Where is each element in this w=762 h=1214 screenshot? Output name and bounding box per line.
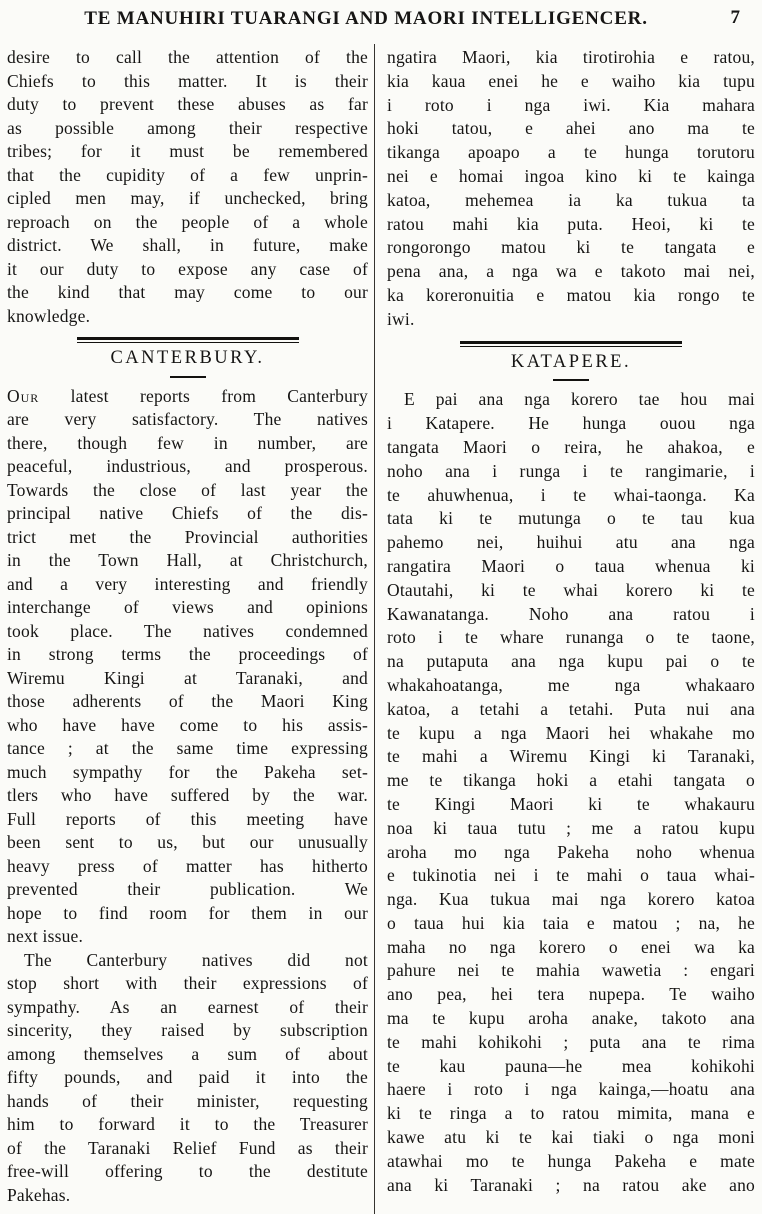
page-number: 7 (730, 7, 740, 28)
text-line: na putaputa ana nga kupu pai o te (387, 651, 755, 672)
text-line: nei e homai ingoa kino ki te kainga (387, 165, 755, 186)
text-line: fifty pounds, and paid it into the (7, 1067, 368, 1087)
text-line: of the Taranaki Relief Fund as their (7, 1137, 368, 1158)
text-line: tribes; for it must be remembered (7, 141, 368, 161)
text-line: tata ki te mutunga o te tau kua (387, 508, 755, 529)
text-line: peaceful, industrious, and prosperous. (7, 456, 368, 476)
section-heading: CANTERBURY. (110, 348, 265, 368)
text-line: e tukinotia nei i te mahi o taua whai- (387, 865, 755, 886)
text-line: Kawanatanga. Noho ana ratou i (387, 603, 755, 624)
text-line: next issue. (7, 926, 84, 946)
text-line: the kind that may come to our (7, 282, 368, 302)
text-line: took place. The natives condemned (7, 620, 368, 641)
text-line: Our latest reports from Canterbury (7, 385, 368, 406)
text-line: in the Town Hall, at Christchurch, (7, 550, 368, 570)
text-line: hoki tatou, e ahei ano ma te (387, 118, 755, 139)
text-line: maha no nga korero o enei wa ka (387, 936, 755, 957)
text-line: ka koreronuitia e matou kia rongo te (387, 284, 755, 305)
text-line: rongorongo matou ki te tangata e (387, 237, 755, 258)
text-line: E pai ana nga korero tae hou mai (404, 389, 755, 410)
text-line: te mahi a Wiremu Kingi ki Taranaki, (387, 746, 755, 767)
text-line: knowledge. (7, 305, 91, 326)
text-line: tangata Maori o reira, he ahakoa, e (387, 436, 755, 457)
short-rule (170, 376, 206, 378)
text-line: much sympathy for the Pakeha set- (7, 761, 368, 782)
text-line: ana ki Taranaki ; na ratou ake ano (387, 1174, 755, 1195)
text-line: heavy press of matter has hitherto (7, 855, 368, 876)
text-line: cipled men may, if unchecked, bring (7, 188, 368, 208)
text-line: rangatira Maori o taua whenua ki (387, 555, 755, 576)
text-line: pahemo nei, huihui atu ana nga (387, 532, 755, 553)
text-line: Full reports of this meeting have (7, 808, 368, 829)
text-line: Wiremu Kingi at Taranaki, and (7, 667, 368, 688)
text-line: nga. Kua tukua mai nga korero katoa (387, 889, 755, 910)
text-line: pena ana, a nga wa e takoto mai nei, (387, 261, 755, 282)
text-line: ngatira Maori, kia tirotirohia e ratou, (387, 47, 755, 67)
text-line: ano pea, hei tera nupepa. Te waiho (387, 984, 755, 1005)
text-line: him to forward it to the Treasurer (7, 1114, 368, 1134)
text-line: Chiefs to this matter. It is their (7, 70, 368, 91)
text-line: iwi. (387, 308, 415, 329)
text-line: as possible among their respective (7, 117, 368, 138)
paragraph (7, 385, 368, 949)
text-line: Pakehas. (7, 1184, 71, 1205)
text-line: tance ; at the same time expressing (7, 738, 368, 758)
text-line: been sent to us, but our unusually (7, 832, 368, 852)
text-line: who have have come to his assis- (7, 714, 368, 735)
paragraph (387, 46, 755, 332)
smallcaps-word: Our (7, 385, 40, 406)
text-line: are very satisfactory. The natives (7, 409, 368, 429)
text-line: that the cupidity of a few unprin- (7, 164, 368, 185)
text-line: tikanga apoapo a te hunga torutoru (387, 142, 755, 163)
text-line: principal native Chiefs of the dis- (7, 503, 368, 523)
text-line: te kupu a nga Maori hei whakahe mo (387, 722, 755, 743)
text-line: Otautahi, ki te whai korero ki te (387, 579, 755, 600)
text-line: noho ana i runga i te rangimarie, i (387, 460, 755, 481)
text-line: atawhai mo te hunga Pakeha e mate (387, 1150, 755, 1171)
double-rule (77, 337, 299, 343)
text-line: te Kingi Maori ki te whakauru (387, 793, 755, 814)
text-line: sympathy. As an earnest of their (7, 996, 368, 1017)
column-english (7, 46, 368, 1207)
paragraph (7, 949, 368, 1208)
text-line: katoa, a tetahi a tetahi. Puta nui ana (387, 698, 755, 719)
text-line: pahure nei te mahia wawetia : engari (387, 960, 755, 981)
paragraph (7, 46, 368, 328)
text-line: desire to call the attention of the (7, 47, 368, 67)
text-line: kia kaua enei he e waiho kia tupu (387, 70, 755, 91)
text-line: te kau pauna—he mea kohikohi (387, 1055, 755, 1076)
text-line: The Canterbury natives did not (24, 949, 368, 970)
text-line: district. We shall, in future, make (7, 235, 368, 255)
section-heading-block (387, 341, 755, 382)
text-line: those adherents of the Maori King (7, 691, 368, 711)
text-line: roto i te whare runanga o te taone, (387, 627, 755, 648)
page-title: TE MANUHIRI TUARANGI AND MAORI INTELLIGENCER. (84, 8, 648, 29)
text-line: free-will offering to the destitute (7, 1161, 368, 1181)
text-line: and a very interesting and friendly (7, 573, 368, 594)
text-line: it our duty to expose any case of (7, 258, 368, 279)
text-line: reproach on the people of a whole (7, 211, 368, 232)
text-line: i Katapere. He hunga ouou nga (387, 413, 755, 434)
text-line: tlers who have suffered by the war. (7, 785, 368, 805)
text-line: duty to prevent these abuses as far (7, 94, 368, 114)
text-line: kawe atu ki te kai tiaki o nga moni (387, 1127, 755, 1148)
text-line: Towards the close of last year the (7, 479, 368, 500)
paragraph (387, 388, 755, 1197)
column-maori (387, 46, 755, 1197)
section-heading-block (7, 337, 368, 378)
text-line: prevented their publication. We (7, 879, 368, 899)
text-line: whakahoatanga, me nga whakaaro (387, 674, 755, 695)
text-line: noa ki taua tutu ; me a ratou kupu (387, 817, 755, 838)
text-line: i roto i nga iwi. Kia mahara (387, 94, 755, 115)
text-line: haere i roto i nga kainga,—hoatu ana (387, 1079, 755, 1100)
text-line: katoa, mehemea ia ka tukua ta (387, 189, 755, 210)
text-line: hope to find room for them in our (7, 902, 368, 923)
text-line: o taua hui kia taia e matou ; na, he (387, 912, 755, 933)
text-line: te ahuwhenua, i te whai-taonga. Ka (387, 484, 755, 505)
text-line: interchange of views and opinions (7, 597, 368, 617)
text-line: sincerity, they raised by subscription (7, 1020, 368, 1040)
text-line: ratou mahi kia puta. Heoi, ki te (387, 213, 755, 234)
text-line: in strong terms the proceedings of (7, 644, 368, 664)
section-heading: KATAPERE. (510, 351, 632, 372)
text-line: trict met the Provincial authorities (7, 526, 368, 547)
text-line: there, though few in number, are (7, 432, 368, 453)
text-line: hands of their minister, requesting (7, 1090, 368, 1111)
text-line: ma te kupu aroha anake, takoto ana (387, 1008, 755, 1029)
text-line: me te tikanga hoki a etahi tangata o (387, 770, 755, 791)
double-rule (460, 341, 682, 347)
text-line: stop short with their expressions of (7, 973, 368, 993)
text-line: ki te ringa a to ratou mimita, mana e (387, 1103, 755, 1124)
short-rule (553, 379, 589, 381)
text-line: among themselves a sum of about (7, 1043, 368, 1064)
text-line: aroha mo nga Pakeha noho whenua (387, 841, 755, 862)
column-divider-rule (374, 44, 375, 1214)
text-line: te mahi kohikohi ; puta ana te rima (387, 1031, 755, 1052)
